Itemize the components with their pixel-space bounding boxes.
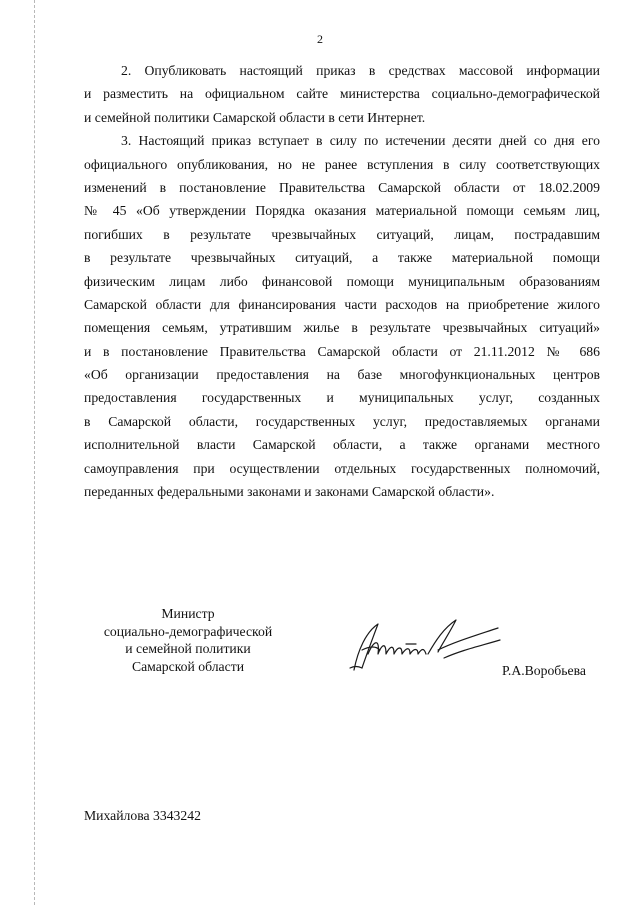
paragraph-3-line: физическим лицам либо финансовой помощи муниципальным образованиям xyxy=(84,273,600,289)
paragraph-3-line: «Об организации предоставления на базе многофункциональных центров xyxy=(84,367,600,383)
signatory-title xyxy=(88,605,288,675)
paragraph-3-line: погибших в результате чрезвычайных ситуаций, лицам, пострадавшим xyxy=(84,226,600,242)
paragraph-3-line: № 45 «Об утверждении Порядка оказания материальной помощи семьям лиц, xyxy=(84,203,600,219)
signatory-title-line: Министр xyxy=(161,606,215,621)
paragraph-2-line: и разместить на официальном сайте министерства социально-демографической xyxy=(84,86,600,102)
signatory-title-line: Самарской области xyxy=(131,658,245,674)
scan-edge-line xyxy=(34,0,35,905)
paragraph-3-line: изменений в постановление Правительства Самарской области от 18.02.2009 xyxy=(84,179,600,195)
paragraph-3-line: самоуправления при осуществлении отдельных государственных полномочий, xyxy=(84,460,600,476)
paragraph-3-line: переданных федеральными законами и законами Самарской области». xyxy=(84,484,495,500)
signatory-title-line: социально-демографической xyxy=(103,623,273,639)
paragraph-3-line: в Самарской области, государственных услуг, предоставляемых органами xyxy=(84,413,600,429)
page-number: 2 xyxy=(317,32,323,46)
signer-name: Р.А.Воробьева xyxy=(502,663,586,678)
paragraph-3-line: официального опубликования, но не ранее вступления в силу соответствующих xyxy=(84,156,600,172)
paragraph-3-line: 3. Настоящий приказ вступает в силу по истечении десяти дней со дня его xyxy=(121,133,600,149)
executor-contact: Михайлова 3343242 xyxy=(84,808,201,823)
signatory-title-line: и семейной политики xyxy=(125,641,251,656)
paragraph-3-line: Самарской области для финансирования части расходов на приобретение жилого xyxy=(84,296,600,312)
document-body xyxy=(84,59,600,503)
paragraph-2-line: 2. Опубликовать настоящий приказ в средствах массовой информации xyxy=(121,63,600,78)
paragraph-3-line: в результате чрезвычайных ситуаций, а также материальной помощи xyxy=(84,250,600,266)
paragraph-3-line: помещения семьям, утратившим жилье в результате чрезвычайных ситуаций» xyxy=(84,320,600,336)
handwritten-signature xyxy=(344,610,504,678)
paragraph-3-line: исполнительной власти Самарской области, а также органами местного xyxy=(84,437,600,453)
paragraph-3-line: предоставления государственных и муниципальных услуг, созданных xyxy=(84,390,600,406)
paragraph-2-line: и семейной политики Самарской области в сети Интернет. xyxy=(84,109,426,125)
paragraph-3-line: и в постановление Правительства Самарской области от 21.11.2012 № 686 xyxy=(84,343,600,359)
